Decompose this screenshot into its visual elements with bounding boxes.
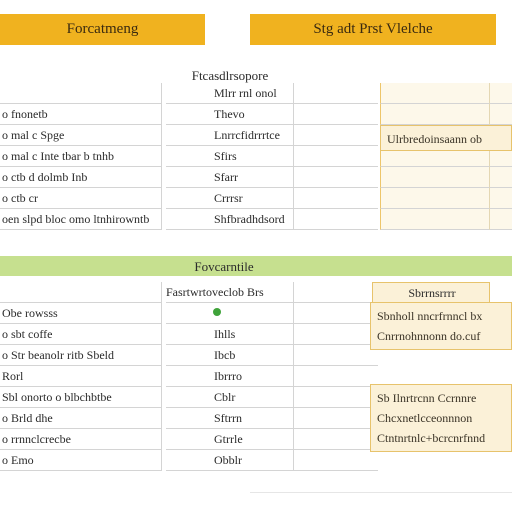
row-label: Obe rowsss: [0, 303, 162, 324]
table-row[interactable]: [0, 209, 512, 230]
note-cell-extra[interactable]: [490, 83, 512, 104]
row-value: Shfbradhdsord: [166, 209, 294, 230]
table2-note-bottom[interactable]: Sb Ilnrtrcnn Ccrnnre Chcxnetlcceonnnon Ctntnrtnlc+bcrcnrfnnd: [370, 384, 512, 452]
row-cell[interactable]: [294, 324, 378, 345]
header-cell: [294, 282, 378, 303]
table-row[interactable]: [0, 188, 512, 209]
row-value: Ihlls: [166, 324, 294, 345]
row-cell[interactable]: [294, 450, 378, 471]
row-label: o fnonetb: [0, 104, 162, 125]
header-cell: [0, 282, 162, 303]
table-row[interactable]: [0, 104, 512, 125]
row-label: Sbl onorto o blbchbtbe: [0, 387, 162, 408]
status-dot-icon: [213, 308, 221, 316]
row-value: Gtrrle: [166, 429, 294, 450]
note-cell-extra[interactable]: [490, 167, 512, 188]
table-row[interactable]: [0, 83, 512, 104]
row-cell[interactable]: [294, 104, 378, 125]
row-label: o Brld dhe: [0, 408, 162, 429]
row-cell[interactable]: [294, 188, 378, 209]
table2-note-top[interactable]: Sbnholl nncrfrnncl bx Cnrrnohnnonn do.cuf: [370, 302, 512, 350]
table-row[interactable]: [0, 450, 512, 471]
row-label: Rorl: [0, 366, 162, 387]
note-cell[interactable]: [380, 167, 490, 188]
row-label: o ctb d dolmb Inb: [0, 167, 162, 188]
row-value: Lnrrcfidrrrtce: [166, 125, 294, 146]
row-value: Mlrr rnl onol: [166, 83, 294, 104]
row-value: Obblr: [166, 450, 294, 471]
note-cell-extra[interactable]: [490, 104, 512, 125]
row-cell[interactable]: [294, 408, 378, 429]
row-value: [166, 303, 294, 324]
tab-forecasting[interactable]: Forcatmeng: [0, 14, 205, 45]
row-cell[interactable]: [294, 146, 378, 167]
row-value: Ibcb: [166, 345, 294, 366]
note-cell-extra[interactable]: [490, 188, 512, 209]
row-cell[interactable]: [294, 429, 378, 450]
row-value: Thevo: [166, 104, 294, 125]
table-row[interactable]: [0, 167, 512, 188]
tab-budget-plan[interactable]: Stg adt Prst Vlelche: [250, 14, 496, 45]
header-cell: Fasrtwrtoveclob Brs: [166, 282, 294, 303]
row-cell[interactable]: [294, 209, 378, 230]
note-cell[interactable]: [380, 188, 490, 209]
row-value: Sftrrn: [166, 408, 294, 429]
row-label: o rrnnclcrecbe: [0, 429, 162, 450]
row-label: o Str beanolr ritb Sbeld: [0, 345, 162, 366]
divider: [250, 492, 512, 493]
table1-header: Ftcasdlrsopore: [191, 68, 269, 83]
row-cell[interactable]: [294, 303, 378, 324]
row-value: Crrrsr: [166, 188, 294, 209]
row-value: Cblr: [166, 387, 294, 408]
note-cell[interactable]: [380, 83, 490, 104]
row-value: Ibrrro: [166, 366, 294, 387]
section-band-label: Fovcarntile: [194, 259, 254, 274]
row-label: [0, 83, 162, 104]
row-value: Sfirs: [166, 146, 294, 167]
row-label: o mal c Spge: [0, 125, 162, 146]
row-label: o ctb cr: [0, 188, 162, 209]
row-label: oen slpd bloc omo ltnhirowntb: [0, 209, 162, 230]
row-label: o mal c Inte tbar b tnhb: [0, 146, 162, 167]
row-cell[interactable]: [294, 345, 378, 366]
note-cell-extra[interactable]: [490, 209, 512, 230]
row-cell[interactable]: [294, 83, 378, 104]
row-cell[interactable]: [294, 366, 378, 387]
row-value: Sfarr: [166, 167, 294, 188]
row-label: o sbt coffe: [0, 324, 162, 345]
note-cell[interactable]: [380, 104, 490, 125]
row-cell[interactable]: [294, 167, 378, 188]
note-cell[interactable]: [380, 209, 490, 230]
table-row: [0, 282, 512, 303]
row-cell[interactable]: [294, 387, 378, 408]
row-label: o Emo: [0, 450, 162, 471]
table1-note[interactable]: Ulrbredoinsaann ob: [380, 125, 512, 151]
header-cell-status: Sbrrnsrrrr: [372, 282, 490, 303]
row-cell[interactable]: [294, 125, 378, 146]
